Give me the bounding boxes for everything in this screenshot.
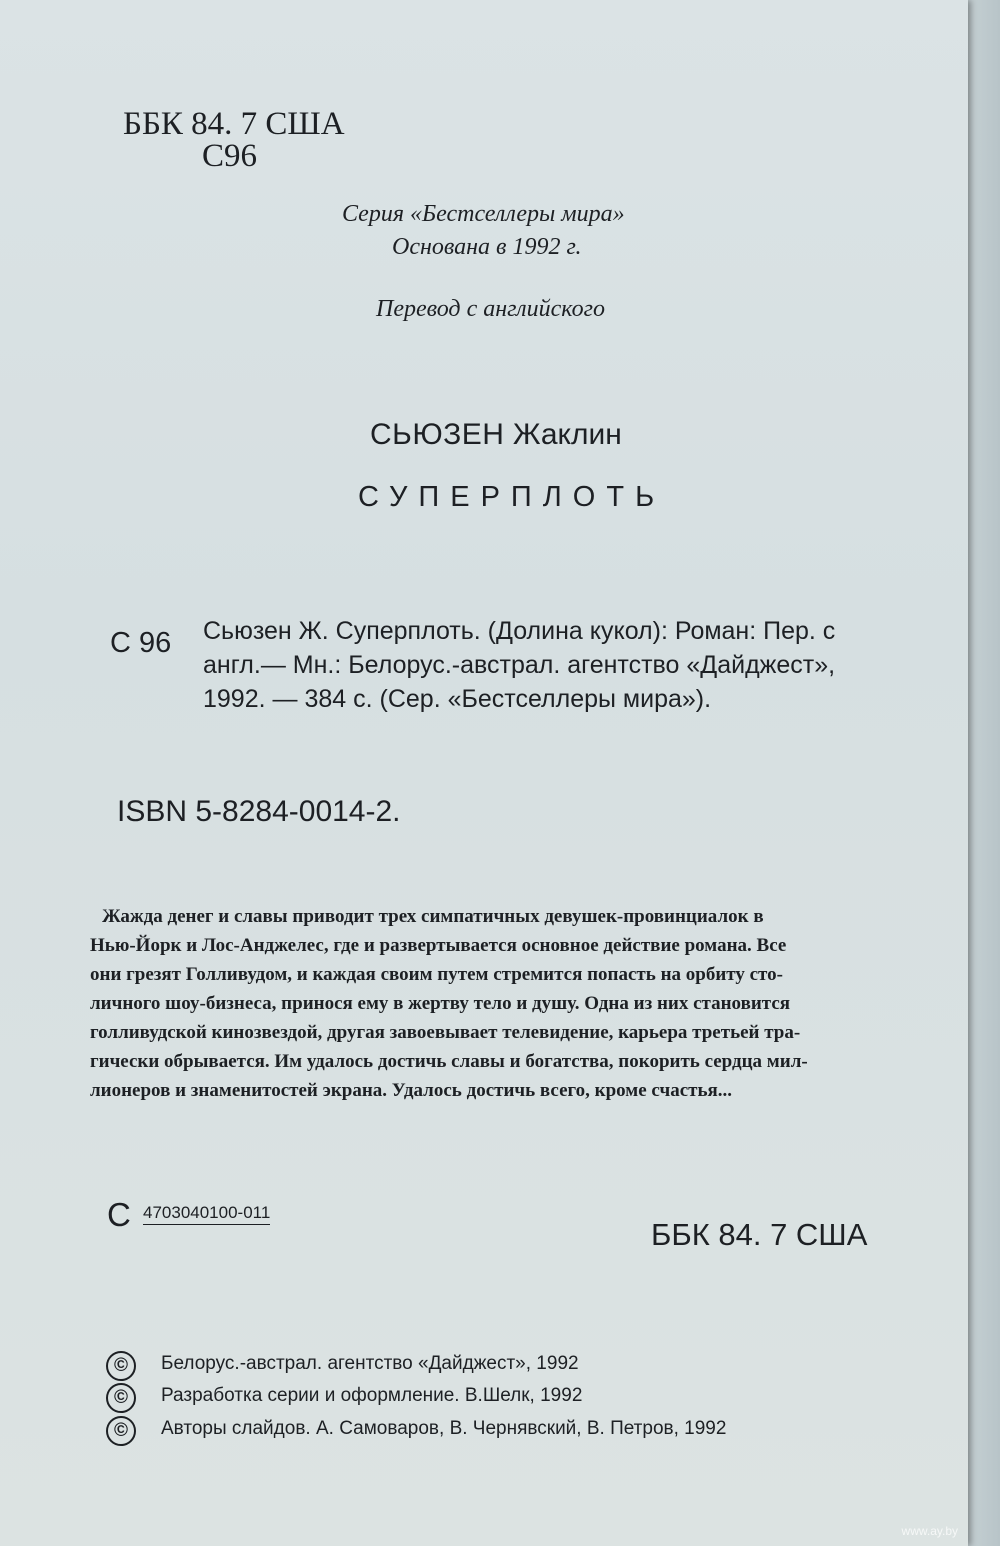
catalog-index: С 96	[110, 627, 172, 659]
annotation	[90, 902, 938, 1105]
bbk-footer: ББК 84. 7 США	[651, 1217, 868, 1252]
biblio-line: англ.— Мн.: Белорус.-австрал. агентство «Дайджест»,	[203, 651, 836, 679]
annotation-line: гически обрывается. Им удалось достичь славы и богатства, покорить сердца мил-	[90, 1051, 808, 1072]
author-given-name: Жаклин	[512, 418, 622, 451]
series-name: Серия «Бестселлеры мира»	[342, 201, 625, 227]
copyright-text: Авторы слайдов. А. Самоваров, В. Чернявский, В. Петров, 1992	[161, 1418, 727, 1439]
copyright-icon: ©	[106, 1416, 136, 1446]
copyright-line	[106, 1383, 926, 1413]
author-name	[370, 418, 622, 452]
copyright-text: Разработка серии и оформление. В.Шелк, 1992	[161, 1385, 583, 1406]
annotation-line: голливудской кинозвездой, другая завоевывает телевидение, карьера третьей тра-	[90, 1022, 801, 1043]
series-founded: Основана в 1992 г.	[392, 234, 582, 260]
bbk-header: ББК 84. 7 США	[123, 106, 345, 142]
author-surname: СЬЮЗЕН	[370, 418, 505, 451]
annotation-line: Нью-Йорк и Лос-Анджелес, где и развертывается основное действие романа. Все	[90, 935, 787, 956]
annotation-line: Жажда денег и славы приводит трех симпатичных девушек-провинциалок в	[102, 906, 764, 927]
annotation-line: они грезят Голливудом, и каждая своим путем стремится попасть на орбиту сто-	[90, 964, 783, 985]
annotation-line: личного шоу-бизнеса, принося ему в жертву тело и душу. Одна из них становится	[90, 993, 791, 1014]
author-sign-header: С96	[202, 138, 258, 174]
publication-code-letter: С	[107, 1196, 131, 1233]
page-edge	[968, 0, 1000, 1546]
biblio-line: Сьюзен Ж. Суперплоть. (Долина кукол): Роман: Пер. с	[203, 617, 836, 645]
copyright-icon: ©	[106, 1351, 136, 1381]
isbn: ISBN 5-8284-0014-2.	[117, 795, 401, 828]
annotation-line: лионеров и знаменитостей экрана. Удалось достичь всего, кроме счастья...	[90, 1080, 733, 1101]
book-title: СУПЕРПЛОТЬ	[358, 481, 666, 513]
biblio-line: 1992. — 384 с. (Сер. «Бестселлеры мира»).	[203, 685, 712, 713]
copyright-line	[106, 1351, 926, 1381]
copyright-line	[106, 1416, 926, 1446]
bibliographic-record	[203, 614, 943, 716]
publication-code-number: 4703040100-011	[143, 1203, 270, 1225]
watermark: www.ay.by	[901, 1524, 958, 1538]
translation-note: Перевод с английского	[376, 296, 605, 322]
copyright-icon: ©	[106, 1383, 136, 1413]
copyright-text: Белорус.-австрал. агентство «Дайджест», 1992	[161, 1353, 579, 1374]
